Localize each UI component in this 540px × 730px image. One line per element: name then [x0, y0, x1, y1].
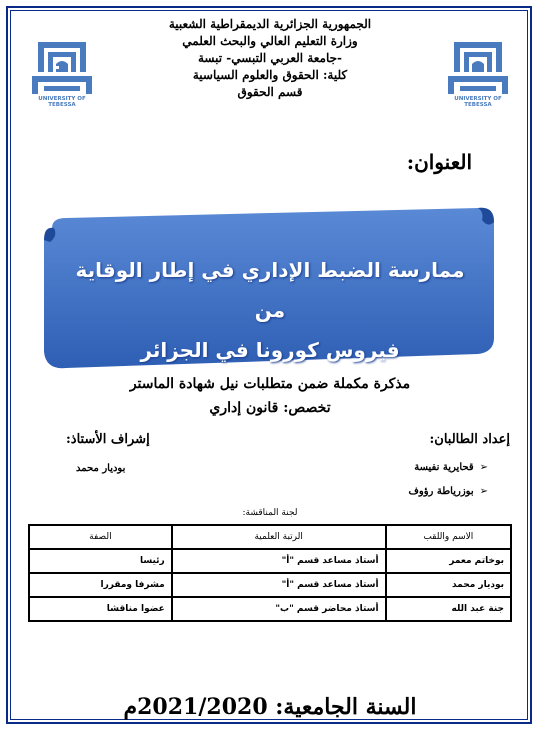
column-header: الصفة [29, 525, 172, 549]
thesis-title [60, 250, 480, 370]
thesis-description [100, 372, 440, 420]
university-logo-icon [30, 38, 94, 100]
header-line: -جامعة العربي التبسي- تبسة [198, 51, 342, 65]
table-row [29, 573, 511, 597]
table-cell: بوخاتم معمر [386, 549, 511, 573]
table-row [29, 549, 511, 573]
table-cell: مشرفا ومقررا [29, 573, 172, 597]
thesis-purpose: مذكرة مكملة ضمن متطلبات نيل شهادة الماستر [129, 376, 411, 392]
student-name: بوزرياطة رؤوف [408, 486, 474, 497]
arrow-bullet-icon: ➢ [479, 462, 488, 473]
table-cell: رئيسا [29, 549, 172, 573]
table-cell: عضوا مناقشا [29, 597, 172, 621]
student-name: قحايرية نفيسة [414, 462, 474, 473]
header-line: كلية: الحقوق والعلوم السياسية [192, 68, 348, 82]
prepared-by-label: إعداد الطالبان: [429, 432, 510, 447]
title-label: العنوان: [406, 150, 472, 174]
thesis-title-line: ممارسة الضبط الإداري في إطار الوقاية من [75, 258, 465, 322]
table-cell: جنة عبد الله [386, 597, 511, 621]
institution-header [110, 16, 430, 101]
table-row [29, 597, 511, 621]
committee-label: لجنة المناقشة: [242, 508, 298, 518]
student-item [414, 462, 488, 473]
university-logo-right [446, 38, 510, 108]
supervisor-name: بوديار محمد [76, 463, 126, 474]
table-cell: أستاذ مساعد قسم "أ" [172, 573, 386, 597]
column-header: الاسم واللقب [386, 525, 511, 549]
thesis-specialty: تخصص: قانون إداري [209, 400, 331, 416]
table-cell: بوديار محمد [386, 573, 511, 597]
header-line: وزارة التعليم العالي والبحث العلمي [182, 34, 358, 48]
table-cell: أستاذ مساعد قسم "أ" [172, 549, 386, 573]
header-line: الجمهورية الجزائرية الديمقراطية الشعبية [168, 17, 372, 31]
university-logo-left [30, 38, 94, 108]
arrow-bullet-icon: ➢ [479, 486, 488, 497]
student-item [409, 486, 488, 497]
column-header: الرتبة العلمية [172, 525, 386, 549]
logo-caption: UNIVERSITY OF TEBESSA [38, 96, 86, 108]
supervisor-label: إشراف الأستاذ: [66, 432, 150, 447]
university-logo-icon [446, 38, 510, 100]
committee-table [28, 524, 512, 622]
thesis-title-line: فيروس كورونا في الجزائر [140, 338, 400, 362]
header-line: قسم الحقوق [237, 85, 303, 99]
table-header-row [29, 525, 511, 549]
table-cell: أستاذ محاضر قسم "ب" [172, 597, 386, 621]
logo-caption: UNIVERSITY OF TEBESSA [454, 96, 502, 108]
academic-year: السنة الجامعية: 2021/2020م [123, 694, 417, 720]
